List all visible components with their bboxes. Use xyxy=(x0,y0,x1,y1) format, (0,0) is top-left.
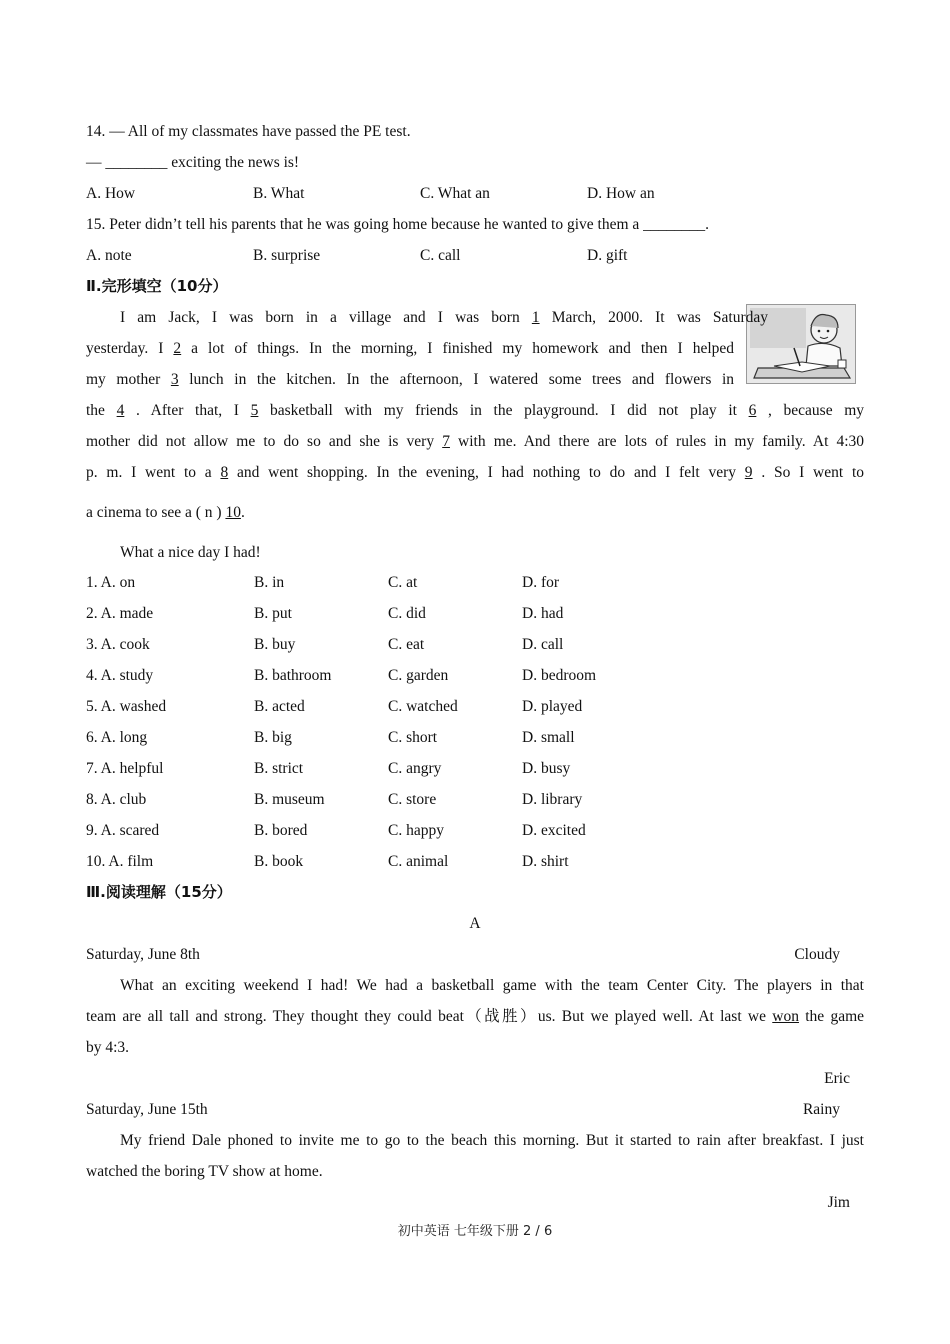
diary1-line-2 xyxy=(86,1001,864,1032)
cloze-option-row xyxy=(86,846,864,877)
blank-6: 6 xyxy=(748,402,757,419)
blank-5: 5 xyxy=(250,402,259,419)
cloze-line-5 xyxy=(86,426,864,457)
diary1-author: Eric xyxy=(824,1070,850,1087)
option-d: D. excited xyxy=(522,822,586,839)
option-a: 8. A. club xyxy=(86,791,147,808)
diary1-text: the game xyxy=(805,1008,865,1025)
q15-option-d: D. gift xyxy=(587,247,628,264)
option-c: C. at xyxy=(388,574,418,591)
cloze-line-4 xyxy=(86,395,864,426)
section-cloze-title: Ⅱ.完形填空（10分） xyxy=(86,277,228,295)
option-c: C. short xyxy=(388,729,438,746)
option-a: 4. A. study xyxy=(86,667,154,684)
cloze-line-1 xyxy=(86,302,768,333)
q15-option-a: A. note xyxy=(86,247,132,264)
diary1-line-3: by 4:3. xyxy=(86,1039,130,1056)
blank-8: 8 xyxy=(220,464,229,481)
cloze-line-3 xyxy=(86,364,734,395)
option-d: D. busy xyxy=(522,760,571,777)
option-c: C. angry xyxy=(388,760,442,777)
option-c: C. store xyxy=(388,791,437,808)
option-c: C. happy xyxy=(388,822,444,839)
diary2-author: Jim xyxy=(827,1194,850,1211)
worksheet-page xyxy=(86,116,864,1218)
cloze-text: with me. And there are lots of rules in my family. At 4:30 xyxy=(458,433,865,450)
option-a: 9. A. scared xyxy=(86,822,160,839)
q14-option-a: A. How xyxy=(86,185,136,202)
cloze-text: a cinema to see a ( n ) xyxy=(86,504,222,521)
diary2-date: Saturday, June 15th xyxy=(86,1101,208,1118)
cloze-text: , because my xyxy=(768,402,865,419)
option-d: D. call xyxy=(522,636,564,653)
option-a: 1. A. on xyxy=(86,574,136,591)
option-a: 3. A. cook xyxy=(86,636,150,653)
diary1-text: team are all tall and strong. They thought they could beat（战胜）us. But we played well. At last we xyxy=(86,1008,766,1025)
cloze-option-row xyxy=(86,660,864,691)
cloze-option-row xyxy=(86,598,864,629)
q15-option-b: B. surprise xyxy=(253,247,321,264)
option-a: 5. A. washed xyxy=(86,698,167,715)
cloze-line-6 xyxy=(86,457,864,488)
blank-1: 1 xyxy=(531,309,540,326)
option-b: B. strict xyxy=(254,760,304,777)
q15-options xyxy=(86,240,864,271)
cloze-option-row xyxy=(86,815,864,846)
cloze-option-row xyxy=(86,753,864,784)
diary2-line-2: watched the boring TV show at home. xyxy=(86,1163,323,1180)
blank-4: 4 xyxy=(116,402,125,419)
option-c: C. animal xyxy=(388,853,449,870)
option-b: B. in xyxy=(254,574,285,591)
blank-7: 7 xyxy=(442,433,450,450)
page-footer: 初中英语 七年级下册 2 / 6 xyxy=(397,1224,553,1239)
q15-stem: 15. Peter didn’t tell his parents that he was going home because he wanted to give them a ________. xyxy=(86,216,710,233)
q14-option-b: B. What xyxy=(253,185,305,202)
option-a: 6. A. long xyxy=(86,729,148,746)
cloze-text: I am Jack, I was born in a village and I was born xyxy=(120,309,520,326)
option-a: 10. A. film xyxy=(86,853,154,870)
option-d: D. had xyxy=(522,605,564,622)
diary2-header xyxy=(86,1094,864,1125)
q14-reply: — ________ exciting the news is! xyxy=(86,154,300,171)
diary1-header xyxy=(86,939,864,970)
cloze-option-row xyxy=(86,629,864,660)
cloze-text: basketball with my friends in the playground. I did not play it xyxy=(270,402,737,419)
cloze-text: a lot of things. In the morning, I finished my homework and then I helped xyxy=(191,340,735,357)
cloze-text: and went shopping. In the evening, I had nothing to do and I felt very xyxy=(236,464,737,481)
cloze-text: March, 2000. It was Saturday xyxy=(551,309,769,326)
q14-options xyxy=(86,178,864,209)
diary1-weather: Cloudy xyxy=(794,946,840,963)
blank-10: 10 xyxy=(225,504,241,521)
cloze-text: . xyxy=(240,504,245,521)
option-b: B. put xyxy=(254,605,292,622)
q15-option-c: C. call xyxy=(420,247,461,264)
option-b: B. bathroom xyxy=(254,667,332,684)
section-reading-title: Ⅲ.阅读理解（15分） xyxy=(86,883,232,901)
option-b: B. acted xyxy=(254,698,305,715)
diary2-line-1: My friend Dale phoned to invite me to go to the beach this morning. But it started to rain after breakfast. I just xyxy=(120,1132,864,1149)
blank-3: 3 xyxy=(170,371,179,388)
reading-part-label: A xyxy=(469,915,481,932)
option-d: D. small xyxy=(522,729,575,746)
cloze-option-row xyxy=(86,784,864,815)
diary1-date: Saturday, June 8th xyxy=(86,946,200,963)
option-d: D. shirt xyxy=(522,853,569,870)
option-b: B. museum xyxy=(254,791,325,808)
q14-option-d: D. How an xyxy=(587,185,655,202)
cloze-option-row xyxy=(86,567,864,598)
cloze-line-7 xyxy=(86,488,864,532)
cloze-text: . After that, I xyxy=(136,402,239,419)
cloze-text: lunch in the kitchen. In the afternoon, I watered some trees and flowers in xyxy=(189,371,734,388)
q14-stem: 14. — All of my classmates have passed the PE test. xyxy=(86,123,411,140)
blank-9: 9 xyxy=(744,464,753,481)
option-d: D. library xyxy=(522,791,583,808)
cloze-text: . So I went to xyxy=(761,464,865,481)
cloze-text: mother did not allow me to do so and she is very xyxy=(86,433,435,450)
option-d: D. for xyxy=(522,574,560,591)
diary2-weather: Rainy xyxy=(802,1101,840,1118)
option-c: C. eat xyxy=(388,636,425,653)
underlined-word: won xyxy=(772,1008,799,1025)
q14-option-c: C. What an xyxy=(420,185,490,202)
option-c: C. garden xyxy=(388,667,449,684)
cloze-option-row xyxy=(86,722,864,753)
cloze-text: yesterday. I xyxy=(86,340,164,357)
option-c: C. watched xyxy=(388,698,458,715)
option-b: B. book xyxy=(254,853,304,870)
option-a: 7. A. helpful xyxy=(86,760,164,777)
cloze-closing: What a nice day I had! xyxy=(120,544,261,561)
cloze-text: my mother xyxy=(86,371,161,388)
cloze-text: the xyxy=(86,402,105,419)
option-b: B. big xyxy=(254,729,292,746)
option-b: B. bored xyxy=(254,822,308,839)
option-c: C. did xyxy=(388,605,426,622)
cloze-line-2 xyxy=(86,333,734,364)
blank-2: 2 xyxy=(173,340,182,357)
option-b: B. buy xyxy=(254,636,296,653)
diary1-line-1: What an exciting weekend I had! We had a basketball game with the team Center City. The players in that xyxy=(120,977,864,994)
cloze-passage xyxy=(86,302,864,567)
option-a: 2. A. made xyxy=(86,605,154,622)
option-d: D. played xyxy=(522,698,583,715)
cloze-option-row xyxy=(86,691,864,722)
cloze-options xyxy=(86,567,864,877)
option-d: D. bedroom xyxy=(522,667,597,684)
cloze-text: p. m. I went to a xyxy=(86,464,212,481)
